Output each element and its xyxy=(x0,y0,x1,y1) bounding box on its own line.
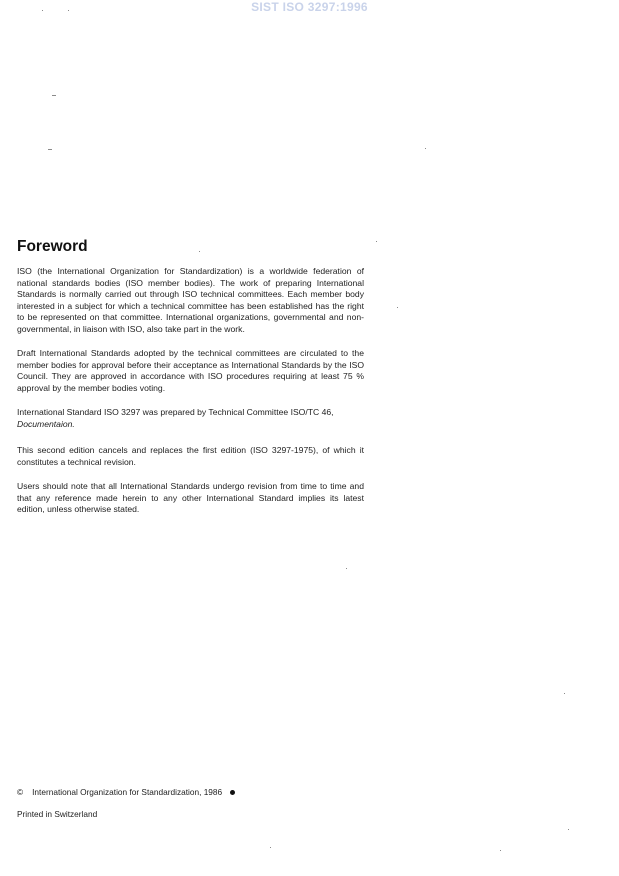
bullet-dot-icon xyxy=(230,790,235,795)
prepared-by-text: International Standard ISO 3297 was prepared by Technical Committee ISO/TC 46, xyxy=(17,407,334,417)
copyright-text: International Organization for Standardization, 1986 xyxy=(32,787,223,797)
scan-speck xyxy=(568,829,569,830)
scan-speck xyxy=(68,10,69,11)
scan-speck xyxy=(48,149,52,150)
copyright-line xyxy=(17,787,235,797)
scan-speck xyxy=(346,568,347,569)
scan-speck xyxy=(425,148,426,149)
scan-speck xyxy=(42,10,43,11)
scan-speck xyxy=(564,693,565,694)
section-heading: Foreword xyxy=(17,238,88,255)
paragraph-draft-standards: Draft International Standards adopted by the technical committees are circulated to the member bodies for approval before their acceptance as International Standards by the ISO Council. They are approved in accordance with ISO procedures requiring at least 75 % approval by the member bodies voting. xyxy=(17,348,364,393)
copyright-symbol: © xyxy=(17,787,24,797)
scan-speck xyxy=(199,251,200,252)
scan-speck xyxy=(270,847,271,848)
printed-in-text: Printed in Switzerland xyxy=(17,809,98,819)
paragraph-prepared-by xyxy=(17,407,364,430)
scan-speck xyxy=(52,95,56,96)
scan-speck xyxy=(397,307,398,308)
paragraph-second-edition: This second edition cancels and replaces the first edition (ISO 3297-1975), of which it constitutes a technical revision. xyxy=(17,445,364,467)
paragraph-revision-note: Users should note that all International Standards undergo revision from time to time and that any reference made herein to any other International Standard implies its latest edition, unless otherwise stated. xyxy=(17,481,364,515)
committee-title: Documentaion. xyxy=(17,418,75,429)
scan-speck xyxy=(500,850,501,851)
watermark-stamp: SIST ISO 3297:1996 xyxy=(251,0,368,14)
paragraph-iso-intro: ISO (the International Organization for Standardization) is a worldwide federation of national standards bodies (ISO member bodies). The work of preparing International Standards is normally carried out through ISO technical committees. Each member body interested in a subject for which a technical committee has been established has the right to be represented on that committee. International organizations, governmental and non-governmental, in liaison with ISO, also take part in the work. xyxy=(17,266,364,334)
scan-speck xyxy=(376,241,377,242)
